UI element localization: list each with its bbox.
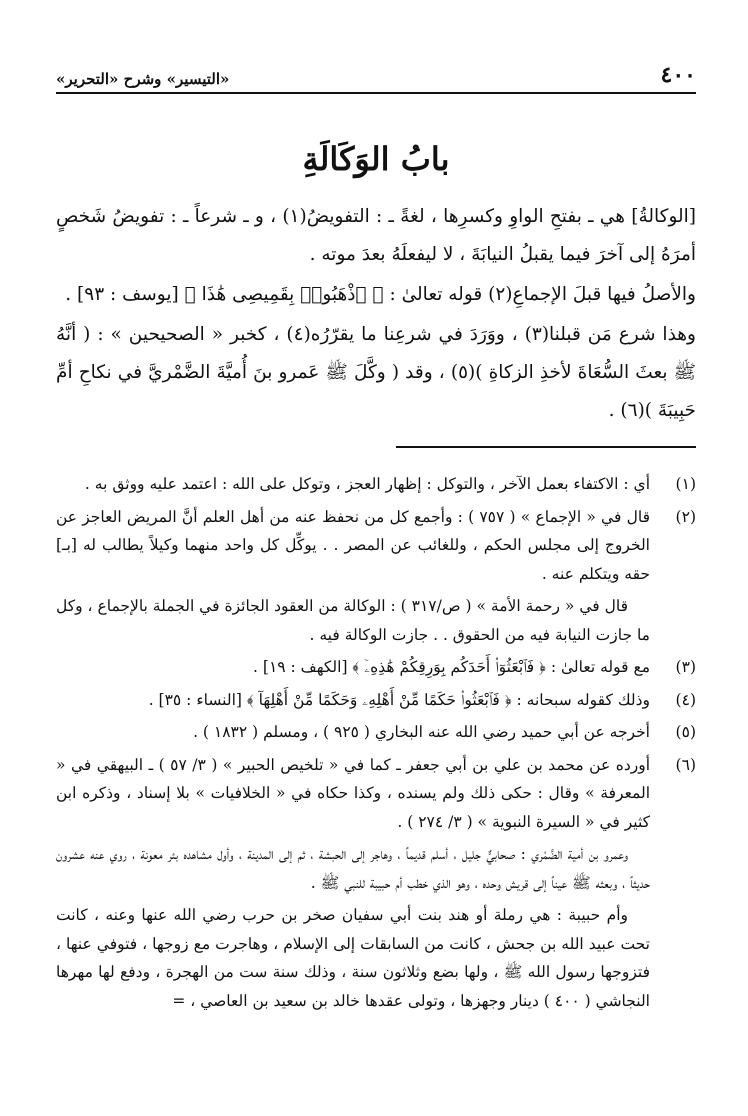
main-paragraph: والأصلُ فيها قبلَ الإجماعِ(٢) قوله تعالىٰ : ﴿ ٱذْهَبُوا۟ بِقَمِيصِى هَٰذَا ﴾ [يوسف : ٩٣] . bbox=[65, 284, 696, 305]
footnote bbox=[56, 470, 696, 499]
chapter-title: بابُ الوَكَالَةِ bbox=[302, 140, 450, 178]
footnote bbox=[56, 718, 696, 747]
footnote-text: وعمرو بن أمية الضَّمْري : صحابيٌّ جليل ، أسلم قديماً ، وهاجر إلى الحبشة ، ثم إلى المدينة ، وأول مشاهده بئر معونة ، روي عنه عشرون حديثاً ، وبعثه ﷺ عيناً إلى قريش وحده ، وهو الذي خطب أم حبيبة للنبي ﷺ . bbox=[56, 845, 650, 892]
main-paragraph: وهذا شرع مَن قبلنا(٣) ، ووَرَدَ في شرعِنا ما يقرّرُه(٤) ، كخبر « الصحيحين » : ( أنَّهُ ﷺ بعثَ السُّعَاةَ لأخذِ الزكاةِ )(٥) ، وقد ( وكَّلَ ﷺ عَمرو بنَ أُميَّةَ الضَّمْريَّ في نكاحِ أمِّ حَبِيبَةَ )(٦) . bbox=[56, 324, 696, 421]
footnote-body bbox=[56, 653, 650, 682]
page-header bbox=[56, 58, 696, 94]
footnote-body bbox=[56, 686, 650, 715]
footnotes bbox=[56, 470, 696, 1015]
footnote-body bbox=[56, 718, 650, 747]
footnote-number: (١) bbox=[675, 475, 696, 493]
footnote-text: وذلك كقوله سبحانه : ﴿ فَٱبْعَثُوا۟ حَكَمًا مِّنْ أَهْلِهِۦ وَحَكَمًا مِّنْ أَهْلِهَآ ﴾ [النساء : ٣٥] . bbox=[148, 690, 650, 709]
footnote bbox=[56, 686, 696, 715]
footnote-number: (٦) bbox=[675, 755, 696, 774]
page-number: ٤٠٠ bbox=[660, 62, 696, 88]
footnote-text: قال في « الإجماع » ( ٧٥٧ ) : وأجمع كل من نحفظ عنه من أهل العلم أنَّ المريض العاجز عن الخروج إلى مجلس الحكم ، وللغائب عن المصر . . يوكِّل كل واحد منهما وكيلاً يطالب له [بـ] حقه ويتكلم عنه . bbox=[56, 507, 650, 583]
main-paragraph: [الوكالةُ] هي ـ بفتحِ الواوِ وكسرِها ، لغةً ـ : التفويضُ(١) ، و ـ شرعاً ـ : تفويضُ شَخصٍ أمرَهُ إلى آخرَ فيما يقبلُ النيابَةَ ، لا ليفعلَهُ بعدَ موته . bbox=[56, 206, 697, 265]
footnote-body bbox=[56, 503, 650, 650]
main-text bbox=[56, 198, 696, 430]
footnote-body bbox=[56, 751, 650, 837]
running-title: «التيسير» وشرح «التحرير» bbox=[56, 70, 230, 88]
footnote-number: (٥) bbox=[675, 723, 696, 741]
footnote-number: (٣) bbox=[675, 658, 696, 676]
footnote-text: مع قوله تعالىٰ : ﴿ فَٱبْعَثُوٓا۟ أَحَدَكُم بِوَرِقِكُمْ هَٰذِهِۦٓ ﴾ [الكهف : ١٩] . bbox=[253, 658, 650, 676]
footnote-body bbox=[56, 470, 650, 499]
footnote bbox=[56, 653, 696, 682]
footnote-text: أورده عن محمد بن علي بن أبي جعفر ـ كما في « تلخيص الحبير » ( ٣/ ٥٧ ) ـ البيهقي في « المعرفة » وقال : حكى ذلك ولم يسنده ، وكذا حكاه في « الخلافيات » بلا إسناد ، وذكره ابن كثير في « السيرة النبوية » ( ٣/ ٢٧٤ ) . bbox=[56, 755, 650, 831]
footnote-text: أخرجه عن أبي حميد رضي الله عنه البخاري ( ٩٢٥ ) ، ومسلم ( ١٨٣٢ ) . bbox=[193, 723, 650, 741]
footnote-text: أي : الاكتفاء بعمل الآخر ، والتوكل : إظهار العجز ، وتوكل على الله : اعتمد عليه ووثق به . bbox=[84, 475, 650, 493]
footnote-text: وأم حبيبة : هي رملة أو هند بنت أبي سفيان صخر بن حرب رضي الله عنها وعنه ، كانت تحت عبيد الله بن جحش ، كانت من السابقات إلى الإسلام ، وهاجرت مع زوجها ، فتوفي عنها ، فتزوجها رسول الله ﷺ ، ولها بضع وثلاثون سنة ، وذلك سنة ست من الهجرة ، ودفع لها مهرها النجاشي ( ٤٠٠ ) دينار وجهزها ، وتولى عقدها خالد بن سعيد بن العاصي ، = bbox=[56, 906, 650, 1010]
footnote-number: (٢) bbox=[675, 507, 696, 526]
footnote bbox=[56, 503, 696, 650]
footnote bbox=[56, 751, 696, 837]
footnote-text: قال في « رحمة الأمة » ( ص/٣١٧ ) : الوكالة من العقود الجائزة في الجملة بالإجماع ، وكل ما جازت النيابة فيه من الحقوق . . جازت الوكالة فيه . bbox=[56, 597, 650, 644]
footnote-number: (٤) bbox=[675, 690, 696, 709]
footnote-continuation bbox=[56, 840, 650, 1015]
footnote-separator bbox=[396, 446, 696, 448]
